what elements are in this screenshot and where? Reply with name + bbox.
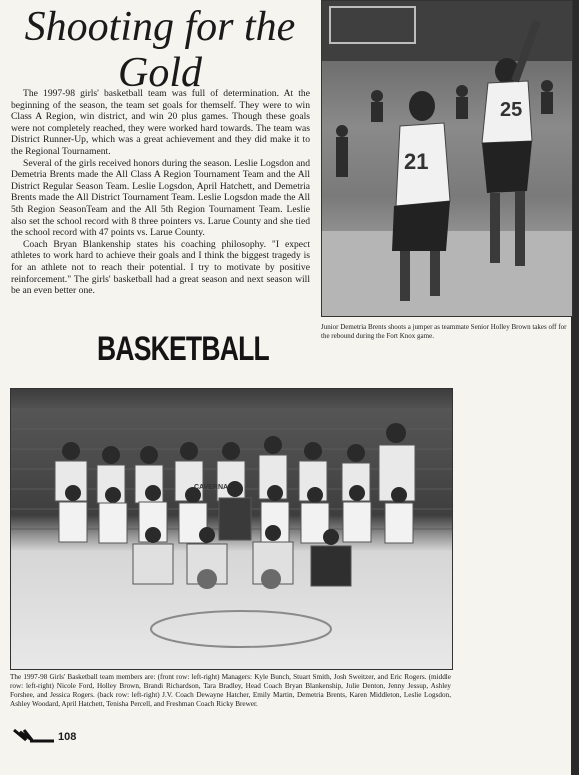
team-photo-caption: The 1997-98 Girls' Basketball team members are: (front row: left-right) Managers: Kyle Bunch, Stuart Smith, Josh Sweitzer, and Eric Rogers. (middle row: left-right) Nicole Ford, Holley Brown, Brandi Richardson, Tara Bradley, Head Coach Bryan Blankenship, Julie Denton, Jenny Jessup, Ashley Forshee, and Jessica Rogers. (back row: left-right) J.V. Coach Dewayne Hatcher, Emily Martin, Demetria Brents, Karen Middleton, Leslie Logsdon, Ashley Woodard, April Hatchett, Tenisha Percell, and Freshman Coach Ricky Brewer. [10, 673, 451, 708]
article-paragraph: Coach Bryan Blankenship states his coaching philosophy. "I expect athletes to work hard to achieve their goals and I think the biggest tragedy is for an athlete not to reach their potential. I try to motivate by positive reinforcement." The girls' basketball had a great season and next season will be an even better one. [11, 238, 310, 297]
jersey-text: CAVERNA [194, 484, 229, 491]
gym-floor [322, 231, 572, 316]
team-photo [10, 388, 453, 670]
middle-row [59, 481, 413, 543]
jersey-number-25: 25 [500, 99, 523, 121]
page-title: Shooting for the Gold [24, 4, 296, 96]
article-paragraph: The 1997-98 girls' basketball team was full of determination. At the beginning of the season, the team set goals for themself. They were to win Class A Region, win district, and win 20 plus games. Though these goals were not completely reached, they were worked hard towards. The team was District Runner-Up, which was a great achievement and they did make it to the Regional Tournament. [11, 88, 310, 157]
team-photo-scene [11, 389, 452, 669]
article-body [11, 88, 310, 297]
action-photo-scene [322, 1, 572, 316]
section-heading: BASKETBALL [97, 330, 269, 368]
action-photo [321, 0, 573, 317]
action-photo-caption: Junior Demetria Brents shoots a jumper as teammate Senior Holley Brown takes off for the rebound during the Fort Knox game. [321, 323, 567, 340]
article-paragraph: Several of the girls received honors during the season. Leslie Logsdon and Demetria Brents made the All Class A Region Tournament Team and the All District Regular Season Team. Leslie Logsdon, April Hatchett, and Demetria Brents made the All District Tournament Team. Leslie Logsdon made the All 5th Region SeasonTeam and the All 5th Region Tournament Team. Leslie also set the school record with 8 three pointers vs. Larue County and she tied the school record with 47 points vs. Larue County. [11, 157, 310, 239]
page-number: 108 [58, 731, 77, 743]
court-logo [151, 611, 331, 647]
jersey-number-21: 21 [404, 149, 429, 174]
page-logo-icon [12, 726, 56, 744]
